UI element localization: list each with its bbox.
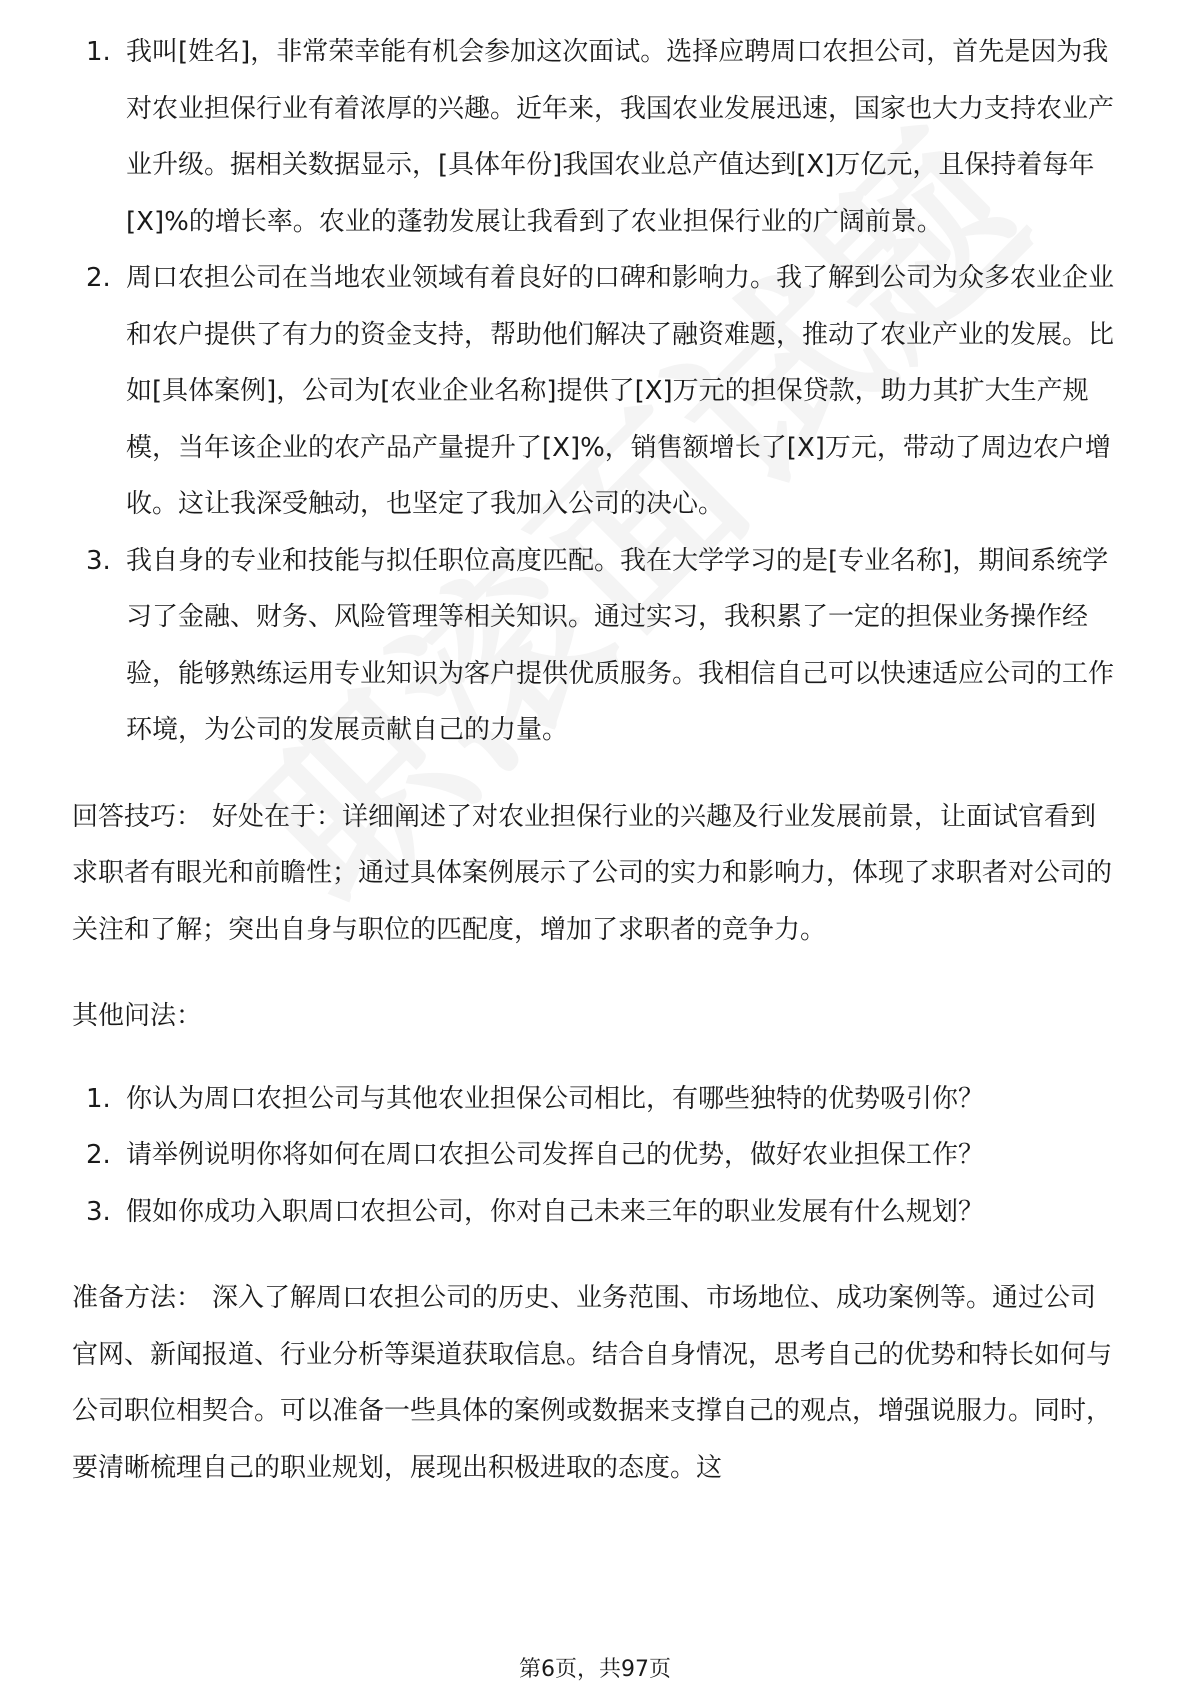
list-item-text: 周口农担公司在当地农业领域有着良好的口碑和影响力。我了解到公司为众多农业企业和农户提供了有力的资金支持，帮助他们解决了融资难题，推动了农业产业的发展。比如[具体案例]，公司为[农业企业名称]提供了[X]万元的担保贷款，助力其扩大生产规模，当年该企业的农产品产量提升了[X]%，销售额增长了[X]万元，带动了周边农户增收。这让我深受触动，也坚定了我加入公司的决心。 xyxy=(126,263,1115,519)
list-item-text: 我叫[姓名]，非常荣幸能有机会参加这次面试。选择应聘周口农担公司，首先是因为我对农业担保行业有着浓厚的兴趣。近年来，我国农业发展迅速，国家也大力支持农业产业升级。据相关数据显示，[具体年份]我国农业总产值达到[X]万亿元，且保持着每年[X]%的增长率。农业的蓬勃发展让我看到了农业担保行业的广阔前景。 xyxy=(126,37,1115,237)
list-item xyxy=(72,1184,1122,1241)
list-item-number: 1. xyxy=(86,37,111,67)
answer-tips-label: 回答技巧： xyxy=(72,801,203,832)
list-item-number: 1. xyxy=(86,1083,111,1114)
list-item xyxy=(72,250,1122,533)
list-item xyxy=(72,1127,1122,1184)
list-item-number: 3. xyxy=(86,1196,111,1227)
document-body xyxy=(72,24,1122,1496)
other-questions-list xyxy=(72,1071,1122,1241)
preparation-text: 深入了解周口农担公司的历史、业务范围、市场地位、成功案例等。通过公司官网、新闻报道、行业分析等渠道获取信息。结合自身情况，思考自己的优势和特长如何与公司职位相契合。可以准备一些具体的案例或数据来支撑自己的观点，增强说服力。同时，要清晰梳理自己的职业规划，展现出积极进取的态度。这 xyxy=(72,1283,1113,1483)
list-item-text: 请举例说明你将如何在周口农担公司发挥自己的优势，做好农业担保工作？ xyxy=(126,1140,985,1170)
answer-tips-text: 好处在于：详细阐述了对农业担保行业的兴趣及行业发展前景，让面试官看到求职者有眼光和前瞻性；通过具体案例展示了公司的实力和影响力，体现了求职者对公司的关注和了解；突出自身与职位的匹配度，增加了求职者的竞争力。 xyxy=(72,801,1113,945)
answer-tips-paragraph xyxy=(72,789,1122,959)
list-item xyxy=(72,533,1122,759)
list-item xyxy=(72,24,1122,250)
list-item-text: 你认为周口农担公司与其他农业担保公司相比，有哪些独特的优势吸引你？ xyxy=(126,1083,985,1114)
list-item-number: 2. xyxy=(86,1140,111,1170)
list-item-text: 假如你成功入职周口农担公司，你对自己未来三年的职业发展有什么规划？ xyxy=(126,1196,985,1227)
preparation-label: 准备方法： xyxy=(72,1283,203,1313)
list-item-number: 2. xyxy=(86,263,111,293)
other-questions-label: 其他问法： xyxy=(72,1001,203,1031)
list-item-number: 3. xyxy=(86,545,111,576)
page-number-footer: 第6页，共97页 xyxy=(519,1657,671,1682)
list-item xyxy=(72,1071,1122,1128)
preparation-paragraph xyxy=(72,1270,1122,1496)
list-item-text: 我自身的专业和技能与拟任职位高度匹配。我在大学学习的是[专业名称]，期间系统学习了金融、财务、风险管理等相关知识。通过实习，我积累了一定的担保业务操作经验，能够熟练运用专业知识为客户提供优质服务。我相信自己可以快速适应公司的工作环境，为公司的发展贡献自己的力量。 xyxy=(126,545,1115,745)
reasons-list xyxy=(72,24,1122,759)
